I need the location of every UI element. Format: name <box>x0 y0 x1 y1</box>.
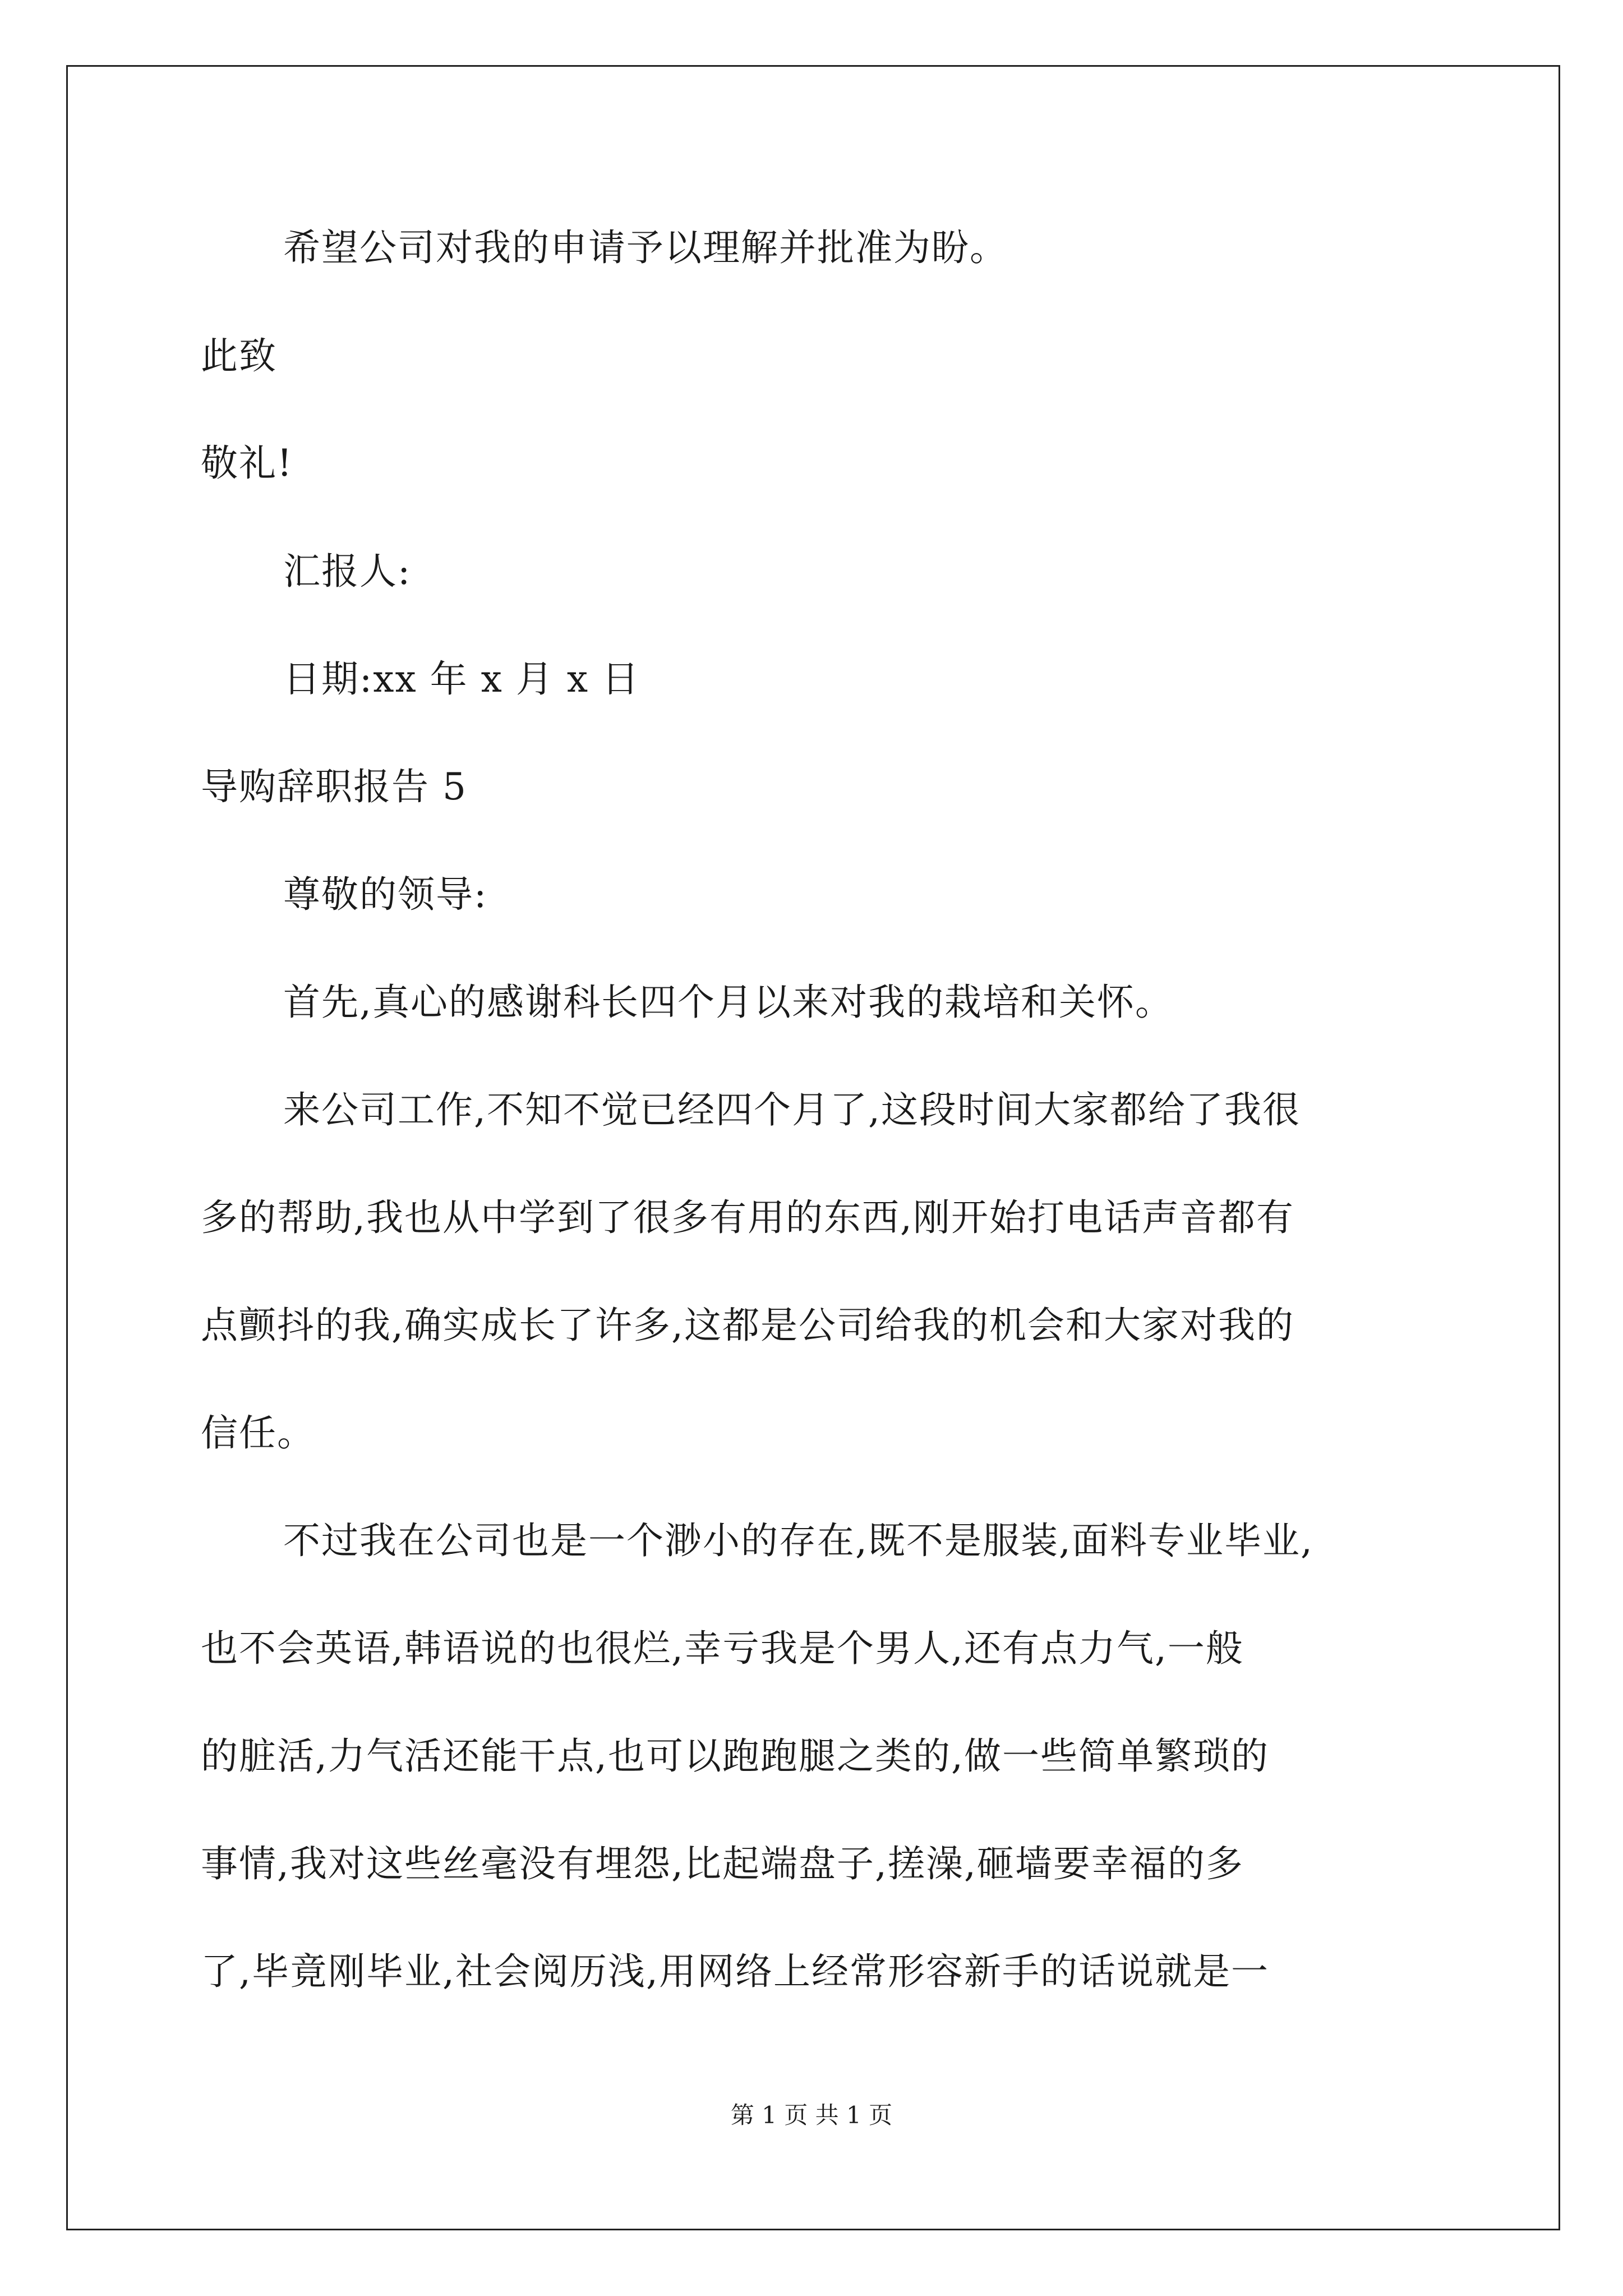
paragraph-line: 也不会英语,韩语说的也很烂,幸亏我是个男人,还有点力气,一般 <box>201 1627 1244 1670</box>
paragraph-line: 的脏活,力气活还能干点,也可以跑跑腿之类的,做一些简单繁琐的 <box>201 1734 1269 1778</box>
paragraph-line: 点颤抖的我,确实成长了许多,这都是公司给我的机会和大家对我的 <box>201 1304 1294 1347</box>
date-line: 日期:xx 年 x 月 x 日 <box>283 657 640 701</box>
regards-line: 敬礼! <box>201 441 293 485</box>
section-heading: 导购辞职报告 5 <box>201 765 467 808</box>
paragraph-line: 来公司工作,不知不觉已经四个月了,这段时间大家都给了我很 <box>283 1088 1301 1131</box>
reporter-line: 汇报人: <box>283 550 412 593</box>
page-footer: 第 1 页 共 1 页 <box>730 2101 893 2129</box>
paragraph-line: 不过我在公司也是一个渺小的存在,既不是服装,面料专业毕业, <box>283 1519 1313 1562</box>
paragraph-line: 信任。 <box>201 1411 315 1455</box>
paragraph-line: 多的帮助,我也从中学到了很多有用的东西,刚开始打电话声音都有 <box>201 1196 1294 1239</box>
paragraph-line: 了,毕竟刚毕业,社会阅历浅,用网络上经常形容新手的话说就是一 <box>201 1950 1269 1993</box>
greeting-line: 尊敬的领导: <box>283 873 488 916</box>
page-border <box>66 65 1560 2230</box>
salutation-line: 此致 <box>201 334 277 378</box>
paragraph-line: 事情,我对这些丝毫没有埋怨,比起端盘子,搓澡,砸墙要幸福的多 <box>201 1842 1244 1885</box>
closing-request-line: 希望公司对我的申请予以理解并批准为盼。 <box>283 226 1008 269</box>
paragraph-line: 首先,真心的感谢科长四个月以来对我的栽培和关怀。 <box>283 981 1173 1024</box>
